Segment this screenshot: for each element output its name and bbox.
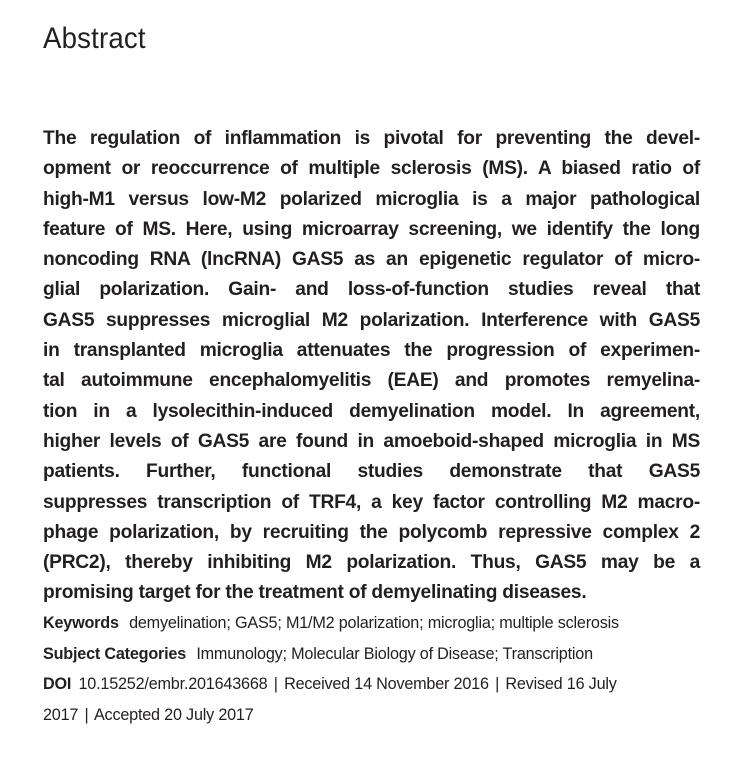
abstract-line: GAS5 suppresses microglial M2 polarization. Interference with GAS5 [43,309,700,331]
abstract-line: tion in a lysolecithin-induced demyelination model. In agreement, [43,400,700,422]
doi-label: DOI [43,675,72,693]
abstract-line: in transplanted microglia attenuates the progression of experimen- [43,340,700,362]
article-metadata [43,608,703,730]
abstract-line: feature of MS. Here, using microarray screening, we identify the long [43,218,700,240]
received-date: Received 14 November 2016 [284,675,489,693]
separator: | [495,675,500,693]
subject-categories-label: Subject Categories [43,644,187,663]
abstract-line: patients. Further, functional studies demonstrate that GAS5 [43,461,700,483]
separator: | [84,705,89,724]
abstract-body [43,124,700,609]
abstract-line: noncoding RNA (lncRNA) GAS5 as an epigenetic regulator of micro- [43,249,700,271]
doi-row [43,669,703,700]
separator: | [273,675,278,693]
abstract-line: tal autoimmune encephalomyelitis (EAE) and promotes remyelina- [43,370,700,392]
dates-row [43,700,703,731]
abstract-line: (PRC2), thereby inhibiting M2 polarization. Thus, GAS5 may be a [43,552,700,574]
keywords-row [43,608,703,639]
keywords-value: demyelination; GAS5; M1/M2 polarization; microglia; multiple sclerosis [129,614,619,632]
abstract-line: suppresses transcription of TRF4, a key factor controlling M2 macro- [43,491,700,513]
abstract-line: The regulation of inflammation is pivotal for preventing the devel- [43,128,700,149]
subject-categories-row [43,639,703,670]
abstract-heading: Abstract [43,22,146,55]
abstract-line: opment or reoccurrence of multiple sclerosis (MS). A biased ratio of [43,158,700,180]
doi-value[interactable]: 10.15252/embr.201643668 [78,675,268,693]
abstract-line: high-M1 versus low-M2 polarized microglia is a major pathological [43,188,700,210]
keywords-label: Keywords [43,614,119,632]
abstract-line: phage polarization, by recruiting the polycomb repressive complex 2 [43,521,700,543]
subject-categories-value: Immunology; Molecular Biology of Disease; Transcription [196,644,593,663]
revised-date-year: 2017 [43,705,79,724]
revised-date: Revised 16 July [505,675,617,693]
accepted-date: Accepted 20 July 2017 [93,705,254,724]
abstract-line: promising target for the treatment of demyelinating diseases. [43,582,587,604]
abstract-line: glial polarization. Gain- and loss-of-function studies reveal that [43,279,700,301]
abstract-line: higher levels of GAS5 are found in amoeboid-shaped microglia in MS [43,430,700,452]
